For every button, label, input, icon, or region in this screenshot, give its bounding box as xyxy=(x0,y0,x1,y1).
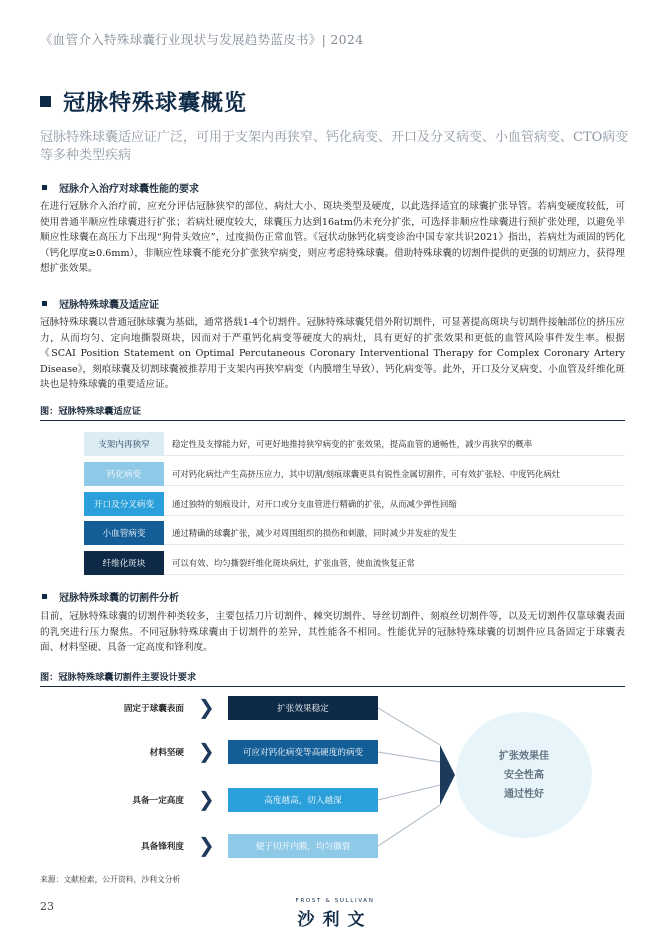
requirement-label: 具备一定高度 xyxy=(132,796,184,806)
indication-description: 可以有效、均匀撕裂纤维化斑块病灶，扩张血管，使血流恢复正常 xyxy=(172,558,415,568)
figure-label-indications: 图：冠脉特殊球囊适应证 xyxy=(40,403,625,421)
indication-tag: 小血管病变 xyxy=(84,521,164,545)
connector-line xyxy=(378,752,440,762)
section-heading-text: 冠脉特殊球囊的切割件分析 xyxy=(59,593,179,604)
chevron-right-icon: ❯ xyxy=(198,695,215,719)
figure-label-design-requirements: 图：冠脉特殊球囊切割件主要设计要求 xyxy=(40,669,625,687)
paragraph-text: 目前，冠脉特殊球囊的切割件种类较多，主要包括刀片切割件、棘突切割件、导丝切割件、刻痕丝切割件等，以及无切割件仅靠球囊表面的乳突进行压力聚焦。不同冠脉特殊球囊由于切割件的差异，其性能各不相同。性能优异的冠脉特殊球囊的切割件应具备固定于球囊表面、材料坚硬、具备一定高度和锋利度。 xyxy=(40,611,625,654)
indication-description: 通过独特的刻痕设计，对开口或分支血管进行精确的扩张，从而减少弹性回缩 xyxy=(172,499,457,509)
requirement-label: 固定于球囊表面 xyxy=(123,704,184,714)
requirement-benefit-box: 扩张效果稳定 xyxy=(228,696,378,720)
chevron-right-icon: ❯ xyxy=(198,739,215,763)
result-circle-text xyxy=(499,747,549,804)
requirement-benefit-box: 高度越高，切入越深 xyxy=(228,788,378,812)
chevron-right-icon: ❯ xyxy=(198,787,215,811)
document-header: 《血管介入特殊球囊行业现状与发展趋势蓝皮书》| 2024 xyxy=(40,32,364,47)
arrow-right-icon xyxy=(440,745,455,805)
requirement-benefit-box: 可应对钙化病变等高硬度的病变 xyxy=(228,740,378,764)
page-title: 冠脉特殊球囊概览 xyxy=(63,90,248,116)
connector-line xyxy=(378,708,440,745)
indication-tag: 支架内再狭窄 xyxy=(84,432,164,456)
indication-tag: 开口及分叉病变 xyxy=(84,492,164,516)
frost-sullivan-logo xyxy=(280,898,390,930)
result-item: 通过性好 xyxy=(504,788,544,800)
result-item: 安全性高 xyxy=(504,769,544,781)
page-subtitle: 冠脉特殊球囊适应证广泛，可用于支架内再狭窄、钙化病变、开口及分叉病变、小血管病变、CTO病变等多种类型疾病 xyxy=(40,130,629,163)
section-heading-text: 冠脉特殊球囊及适应证 xyxy=(59,300,159,311)
indication-description: 可对钙化病灶产生高挤压应力，其中切割/刻痕球囊更具有锐性金属切割件，可有效扩张轻、中度钙化病灶 xyxy=(172,469,561,479)
source-note: 来源：文献检索，公开资料，沙利文分析 xyxy=(40,875,181,884)
requirement-benefit-box: 便于切开内膜，均匀撕裂 xyxy=(228,834,378,858)
logo-big-text: 沙利文 xyxy=(297,910,373,930)
section-heading-text: 冠脉介入治疗对球囊性能的要求 xyxy=(59,184,199,195)
result-item: 扩张效果佳 xyxy=(499,750,549,762)
requirement-label: 具备锋利度 xyxy=(141,842,184,852)
paragraph-text: 在进行冠脉介入治疗前，应充分评估冠脉狭窄的部位、病灶大小、斑块类型及硬度，以此选择适宜的球囊扩张导管。若病变硬度较低，可使用普通半顺应性球囊进行扩张；若病灶硬度较大，球囊压力达到16atm仍未充分扩张，可选择非顺应性球囊进行预扩张处理，以避免半顺应性球囊在高压力下出现“狗骨头效应”，过度损伤正常血管。《冠状动脉钙化病变诊治中国专家共识2021》指出，若病灶为顽固的钙化（钙化厚度≥0.6mm），非顺应性球囊不能充分扩张狭窄病变，则应考虑特殊球囊。借助特殊球囊的切割件提供的更强的切割应力，获得理想扩张效果。 xyxy=(40,201,625,275)
indication-tag: 纤维化斑块 xyxy=(84,551,164,575)
indication-description: 通过精确的球囊扩张，减少对周围组织的损伤和刺激，同时减少并发症的发生 xyxy=(172,528,457,538)
page-number: 23 xyxy=(40,900,54,913)
logo-small-text: FROST & SULLIVAN xyxy=(295,898,375,904)
result-circle xyxy=(456,712,592,838)
indication-tag: 钙化病变 xyxy=(84,462,164,486)
connector-line xyxy=(378,785,440,800)
paragraph-text: 冠脉特殊球囊以普通冠脉球囊为基础，通常搭载1-4个切割件。冠脉特殊球囊凭借外附切割件，可显著提高斑块与切割件接触部位的挤压应力，从而均匀、定向地撕裂斑块，因而对于严重钙化病变等硬度大的病灶，具有更好的扩张效果和更低的血管风险事件发生率。根据《SCAI Position Statement on Optimal Percutaneous Coronary Interventional Therapy for Complex Coronary Artery Disease》，刻痕球囊及切割球囊被推荐用于支架内再狭窄病变（内膜增生导致）、钙化病变等。此外，开口及分叉病变、小血管及纤维化斑块也是特殊球囊的重要适应证。 xyxy=(40,317,625,391)
connector-line xyxy=(378,805,440,846)
chevron-right-icon: ❯ xyxy=(198,833,215,857)
requirement-label: 材料坚硬 xyxy=(149,748,184,758)
indication-description: 稳定性及支撑能力好，可更好地推持狭窄病变的扩张效果，提高血管的通畅性，减少再狭窄的概率 xyxy=(172,439,533,449)
